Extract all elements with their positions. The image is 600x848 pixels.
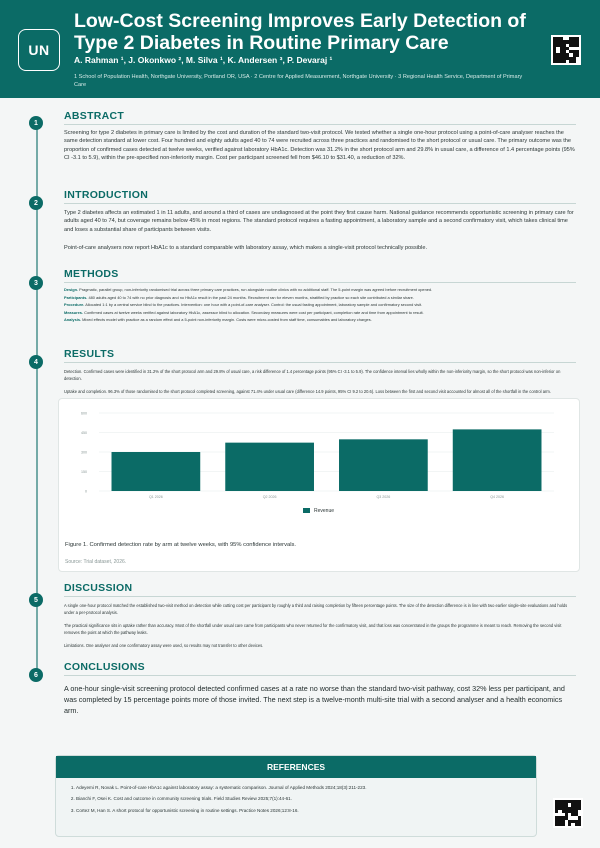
section-divider <box>64 124 576 125</box>
conclusions-heading: CONCLUSIONS <box>64 661 145 673</box>
x-tick-label: Q2 2026 <box>262 495 277 499</box>
results-heading: RESULTS <box>64 348 115 360</box>
methods-heading: METHODS <box>64 268 119 280</box>
author-list: A. Rahman ¹, J. Okonkwo ², M. Silva ¹, K. Andersen ³, P. Devaraj ¹ <box>74 55 333 65</box>
discussion-heading: DISCUSSION <box>64 582 133 594</box>
chart-bar <box>112 452 201 491</box>
introduction-paragraph: Type 2 diabetes affects an estimated 1 in 11 adults, and around a third of cases are undiagnosed at the point they first cause harm. National guidance recommends opportunistic screening in primary care for adults aged 40 to 74, but coverage remains below 45% in most regions. The standard protocol requires a fasting appointment, a laboratory sample and a second confirmatory visit, which takes clinical time and loses a substantial share of participants between visits. <box>64 210 574 233</box>
y-tick-label: 450 <box>81 431 87 435</box>
legend-swatch <box>303 508 310 513</box>
references-panel <box>55 755 537 837</box>
figure-caption: Figure 1. Confirmed detection rate by arm at twelve weeks, with 95% confidence intervals. <box>65 542 297 548</box>
x-tick-label: Q3 2026 <box>376 495 391 499</box>
introduction-paragraph: Point-of-care analysers now report HbA1c to a standard comparable with laboratory assay, which makes a single-visit protocol technically possible. <box>64 245 428 251</box>
step-marker: 4 <box>29 355 43 369</box>
methods-item: Participants. 480 adults aged 40 to 74 with no prior diagnosis and no HbA1c result in the past 24 months. Recruitment ran for eleven months, stratified by practice so each site contributed a similar share. <box>64 294 414 300</box>
results-figure <box>58 398 580 572</box>
bar-chart <box>59 399 579 539</box>
qr-code-icon[interactable] <box>553 798 583 828</box>
y-tick-label: 600 <box>81 411 87 416</box>
methods-item: Measures. Confirmed cases at twelve weeks verified against laboratory HbA1c, assessor blind to allocation. Secondary measures were cost per participant, completion rate and time from appointment to result. <box>64 309 424 315</box>
figure-source: Source: Trial dataset, 2026. <box>65 559 127 565</box>
discussion-paragraph: A single one-hour protocol matched the established two-visit method on detection while cutting cost per participant by roughly a third and raising completion by fifteen percentage points. The size of the detection difference is in line with two earlier single-site evaluations and holds under a per-protocol analysis. <box>64 603 568 615</box>
section-divider <box>64 675 576 676</box>
methods-item: Analysis. Mixed effects model with practice as a random effect and a 5-point non-inferiority margin. Costs were micro-costed from staff time, consumables and laboratory charges. <box>64 317 372 323</box>
methods-item: Design. Pragmatic, parallel group, non-inferiority randomised trial across three primary care practices, run alongside routine clinics with no additional staff. The 5-point margin was agreed before recruitment opened. <box>64 287 433 292</box>
conclusions-text: A one-hour single-visit screening protocol detected confirmed cases at a rate no worse than the standard two-visit pathway, cost 32% less per participant, and was completed by 15 percentage points more of those invited. The next step is a twelve-month multi-site trial with a second analyser and a health economics arm. <box>64 684 565 715</box>
y-tick-label: 150 <box>81 470 87 474</box>
references-heading: REFERENCES <box>56 756 536 778</box>
chart-bar <box>225 443 314 491</box>
poster-title: Low-Cost Screening Improves Early Detection of Type 2 Diabetes in Routine Primary Care <box>74 10 526 54</box>
reference-item: 1. Adeyemi R, Novak L. Point-of-care HbA1c against laboratory assay: a systematic comparison. Journal of Applied Methods 2024;18(3):211-223. <box>76 782 546 793</box>
abstract-text: Screening for type 2 diabetes in primary care is limited by the cost and duration of the standard two-visit protocol. We tested whether a single one-hour protocol using a point-of-care analyser reaches the same detection standard at lower cost. Four hundred and eighty adults aged 40 to 74 were recruited across three practices and randomised to the short protocol or usual care. The primary outcome was the proportion of confirmed cases detected at twelve weeks, verified against laboratory HbA1c. Detection was 31.2% in the short protocol arm and 29.8% in usual care, a difference of 1.4 percentage points (95% CI -3.1 to 5.9), within the pre-specified non-inferiority margin. Cost per participant screened fell from $46.10 to $31.40, a reduction of 32%. <box>64 130 575 162</box>
x-tick-label: Q4 2026 <box>490 495 505 499</box>
y-tick-label: 300 <box>81 450 87 455</box>
chart-bar <box>339 439 428 491</box>
discussion-paragraph: Limitations. One analyser and one confirmatory assay were used, so results may not transfer to other devices. <box>64 643 264 648</box>
section-divider <box>64 203 576 204</box>
section-divider <box>64 596 576 597</box>
step-marker: 5 <box>29 593 43 607</box>
reference-item: 2. Bianchi F, Osei K. Cost and outcome in community screening trials. Field Studies Review 2025;7(1):44-61. <box>76 793 546 804</box>
introduction-heading: INTRODUCTION <box>64 189 149 201</box>
reference-item: 3. Cortez M, Han S. A short protocol for opportunistic screening in routine settings. Practice Notes 2026;12:8-16. <box>76 805 546 816</box>
methods-item: Procedure. Allocated 1:1 by a central service blind to the practices. Intervention: one hour with a point-of-care analyser. Control: the usual fasting appointment, laboratory sample and confirmatory second visit. <box>64 302 423 308</box>
step-marker: 2 <box>29 196 43 210</box>
section-divider <box>64 282 576 283</box>
step-marker: 3 <box>29 276 43 290</box>
methods-list <box>64 286 576 324</box>
abstract-heading: ABSTRACT <box>64 110 125 122</box>
legend-label: Revenue <box>314 508 335 514</box>
section-divider <box>64 362 576 363</box>
y-tick-label: 0 <box>85 489 87 494</box>
results-paragraph: Uptake and completion. 96.3% of those randomised to the short protocol completed screening, against 71.4% under usual care (difference 14.9 points, 95% CI 9.2 to 20.6). Loss between the first and second visit accounted for almost all of the shortfall in the control arm. <box>64 389 551 394</box>
step-marker: 6 <box>29 668 43 682</box>
poster-header <box>0 0 600 98</box>
qr-code-icon[interactable] <box>551 35 581 65</box>
chart-bar <box>453 429 542 491</box>
references-list <box>56 782 546 816</box>
x-tick-label: Q1 2026 <box>148 495 163 499</box>
results-paragraph: Detection. Confirmed cases were identified in 31.2% of the short protocol arm and 29.8% of usual care, a risk difference of 1.4 percentage points (95% CI -3.1 to 5.9). The confidence interval lies wholly within the non-inferiority margin, so the short protocol was non-inferior on detection. <box>64 369 561 381</box>
discussion-paragraph: The practical significance sits in uptake rather than accuracy. Most of the shortfall under usual care came from participants who never returned for the confirmatory visit, and that loss was concentrated in the groups the programme is meant to reach. Removing the second visit removes the point at which the pathway leaks. <box>64 623 562 635</box>
university-logo: UN <box>18 29 60 71</box>
step-marker: 1 <box>29 116 43 130</box>
affiliations: 1 School of Population Health, Northgate University, Portland OR, USA · 2 Centre for Applied Measurement, Northgate University · 3 Regional Health Service, Department of Primary Care <box>74 74 523 88</box>
